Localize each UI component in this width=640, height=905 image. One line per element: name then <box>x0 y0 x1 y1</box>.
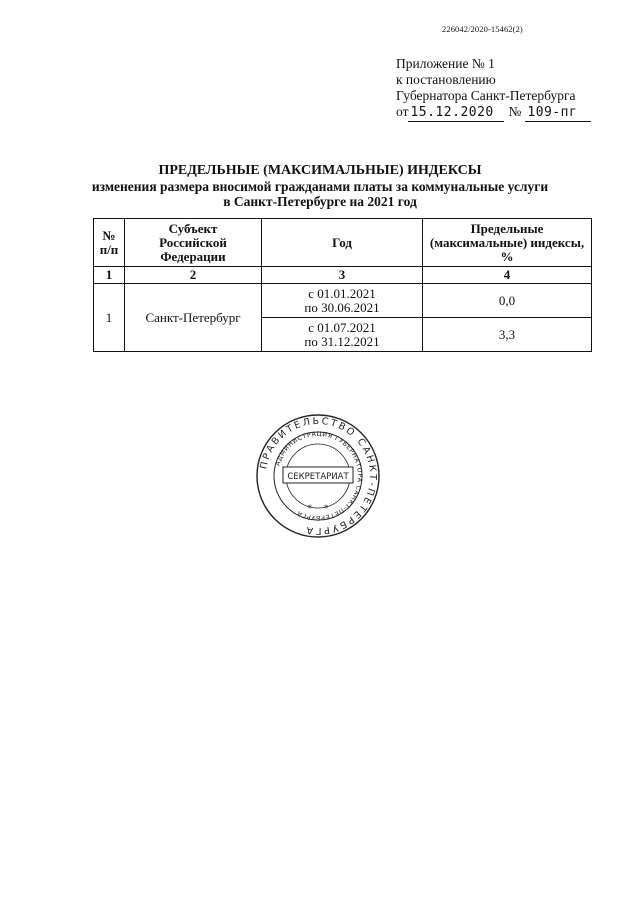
period-1 <box>262 284 423 318</box>
date-prefix: от <box>396 104 409 119</box>
column-number-row <box>94 267 592 284</box>
header-num-line-1: № <box>102 227 116 243</box>
decree-number: 109-пг <box>525 105 591 122</box>
period-1-from: с 01.01.2021 <box>308 285 376 301</box>
svg-text:ПРАВИТЕЛЬСТВО САНКТ-ПЕТЕРБУРГА: ПРАВИТЕЛЬСТВО САНКТ-ПЕТЕРБУРГА <box>258 415 379 537</box>
appendix-sign-line <box>396 104 591 122</box>
header-num-line-2: п/п <box>99 241 119 257</box>
svg-text:СЕКРЕТАРИАТ: СЕКРЕТАРИАТ <box>287 472 349 482</box>
header-subject-line-1: Субъект <box>168 220 218 236</box>
column-number: 2 <box>125 267 262 284</box>
row-subject: Санкт-Петербург <box>125 284 262 352</box>
period-1-to: по 30.06.2021 <box>304 299 380 315</box>
title-line-3: в Санкт-Петербурге на 2021 год <box>223 194 417 209</box>
column-number: 3 <box>262 267 423 284</box>
table-header-row <box>94 219 592 267</box>
decree-date: 15.12.2020 <box>408 105 504 122</box>
appendix-line-2: к постановлению <box>396 72 496 87</box>
seal-icon <box>255 413 381 539</box>
column-number: 4 <box>423 267 592 284</box>
appendix-block <box>396 56 591 122</box>
period-2-value: 3,3 <box>423 318 592 352</box>
svg-text:*: * <box>323 504 329 514</box>
header-year: Год <box>262 219 423 267</box>
period-2-from: с 01.07.2021 <box>308 319 376 335</box>
row-num: 1 <box>94 284 125 352</box>
svg-text:*: * <box>307 504 313 514</box>
appendix-line-3: Губернатора Санкт-Петербурга <box>396 88 576 103</box>
number-prefix: № <box>508 104 522 119</box>
header-num <box>94 219 125 267</box>
title-line-2: изменения размера вносимой гражданами платы за коммунальные услуги <box>91 178 549 194</box>
header-subject-line-2: Российской Федерации <box>159 234 227 264</box>
header-index <box>423 219 592 267</box>
document-id: 226042/2020-15462(2) <box>442 24 523 34</box>
column-number: 1 <box>94 267 125 284</box>
svg-text:АДМИНИСТРАЦИЯ ГУБЕРНАТОРА САНК: АДМИНИСТРАЦИЯ ГУБЕРНАТОРА САНКТ-ПЕТЕРБУРГА <box>274 430 364 522</box>
indices-table <box>93 218 592 352</box>
period-2-to: по 31.12.2021 <box>304 333 380 349</box>
appendix-line-1: Приложение № 1 <box>396 56 495 71</box>
header-index-line-3: % <box>500 248 514 264</box>
table-row <box>94 284 592 318</box>
period-2 <box>262 318 423 352</box>
document-title <box>0 163 640 210</box>
title-line-1: ПРЕДЕЛЬНЫЕ (МАКСИМАЛЬНЫЕ) ИНДЕКСЫ <box>158 163 482 178</box>
header-subject <box>125 219 262 267</box>
header-index-line-2: (максимальные) индексы, <box>429 234 585 250</box>
header-index-line-1: Предельные <box>470 220 544 236</box>
period-1-value: 0,0 <box>423 284 592 318</box>
official-seal <box>255 413 381 539</box>
